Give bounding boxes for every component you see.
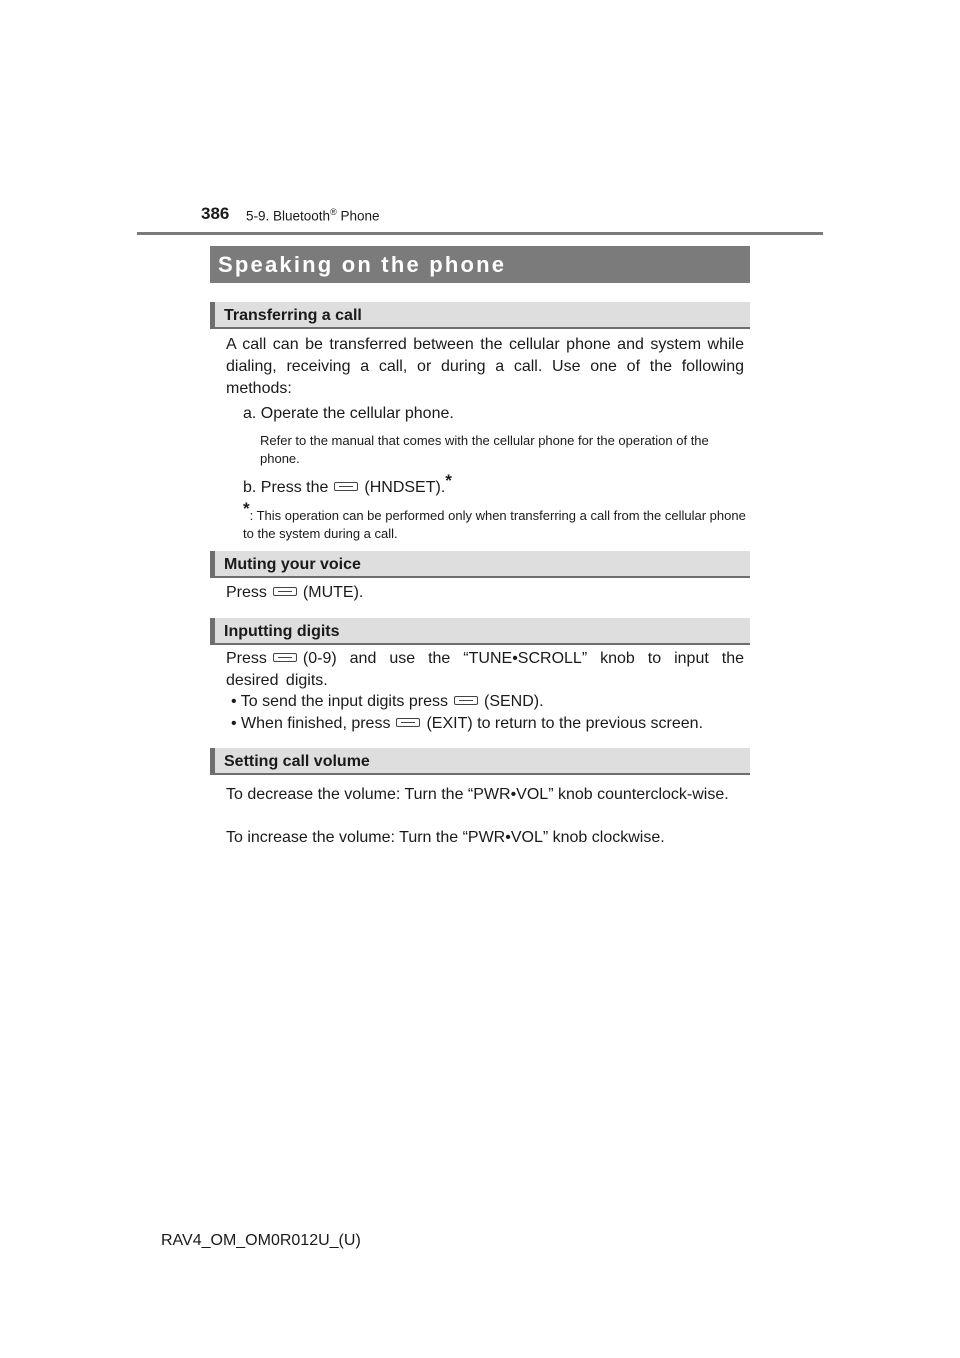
- method-b-post: (HNDSET).: [364, 479, 446, 496]
- send-button-icon: [454, 696, 478, 705]
- muting-pre: Press: [226, 584, 267, 601]
- bullet-exit-post: (EXIT) to return to the previous screen.: [426, 715, 704, 732]
- digits-bullet-exit: [231, 713, 703, 735]
- method-a-note: Refer to the manual that comes with the cellular phone for the operation of the phone.: [260, 433, 709, 466]
- section-suffix: Phone: [336, 208, 380, 224]
- registered-mark: ®: [330, 207, 337, 217]
- digits-pre: Press: [226, 650, 267, 667]
- footer-code: RAV4_OM_OM0R012U_(U): [161, 1232, 361, 1249]
- hndset-button-icon: [334, 482, 358, 491]
- bullet-send-pre: • To send the input digits press: [231, 693, 448, 710]
- footnote-mark: *: [243, 499, 250, 518]
- transfer-intro: A call can be transferred between the cellular phone and system while dialing, receiving a call, or during a call. Use one of the following methods:: [226, 336, 744, 397]
- page-title: Speaking on the phone: [210, 246, 750, 283]
- section-breadcrumb: [246, 207, 380, 224]
- digits-bullet-send: [231, 691, 544, 713]
- asterisk-mark: *: [445, 471, 452, 490]
- section-prefix: 5-9. Bluetooth: [246, 208, 331, 224]
- method-b: [243, 470, 452, 499]
- footnote: [243, 500, 747, 543]
- heading-digits: Inputting digits: [210, 618, 750, 645]
- header-rule: [137, 232, 823, 235]
- mute-button-icon: [273, 587, 297, 596]
- bullet-exit-pre: • When finished, press: [231, 715, 391, 732]
- muting-line: [226, 582, 363, 604]
- exit-button-icon: [396, 718, 420, 727]
- digits-post: (0-9) and use the “TUNE•SCROLL” knob to input the desired digits.: [226, 650, 744, 689]
- bullet-send-post: (SEND).: [484, 693, 544, 710]
- volume-increase: To increase the volume: Turn the “PWR•VOL” knob clockwise.: [226, 829, 665, 846]
- footnote-text: : This operation can be performed only when transferring a call from the cellular phone to the system during a call.: [243, 508, 746, 541]
- page-number: 386: [201, 204, 230, 223]
- heading-muting: Muting your voice: [210, 551, 750, 578]
- volume-decrease: To decrease the volume: Turn the “PWR•VOL” knob counterclock-wise.: [226, 786, 729, 803]
- heading-volume: Setting call volume: [210, 748, 750, 775]
- digit-button-icon: [273, 653, 297, 662]
- muting-post: (MUTE).: [302, 584, 364, 601]
- method-b-pre: b. Press the: [243, 479, 329, 496]
- heading-transferring: Transferring a call: [210, 302, 750, 329]
- method-a: a. Operate the cellular phone.: [243, 405, 454, 422]
- digits-paragraph: [226, 648, 744, 692]
